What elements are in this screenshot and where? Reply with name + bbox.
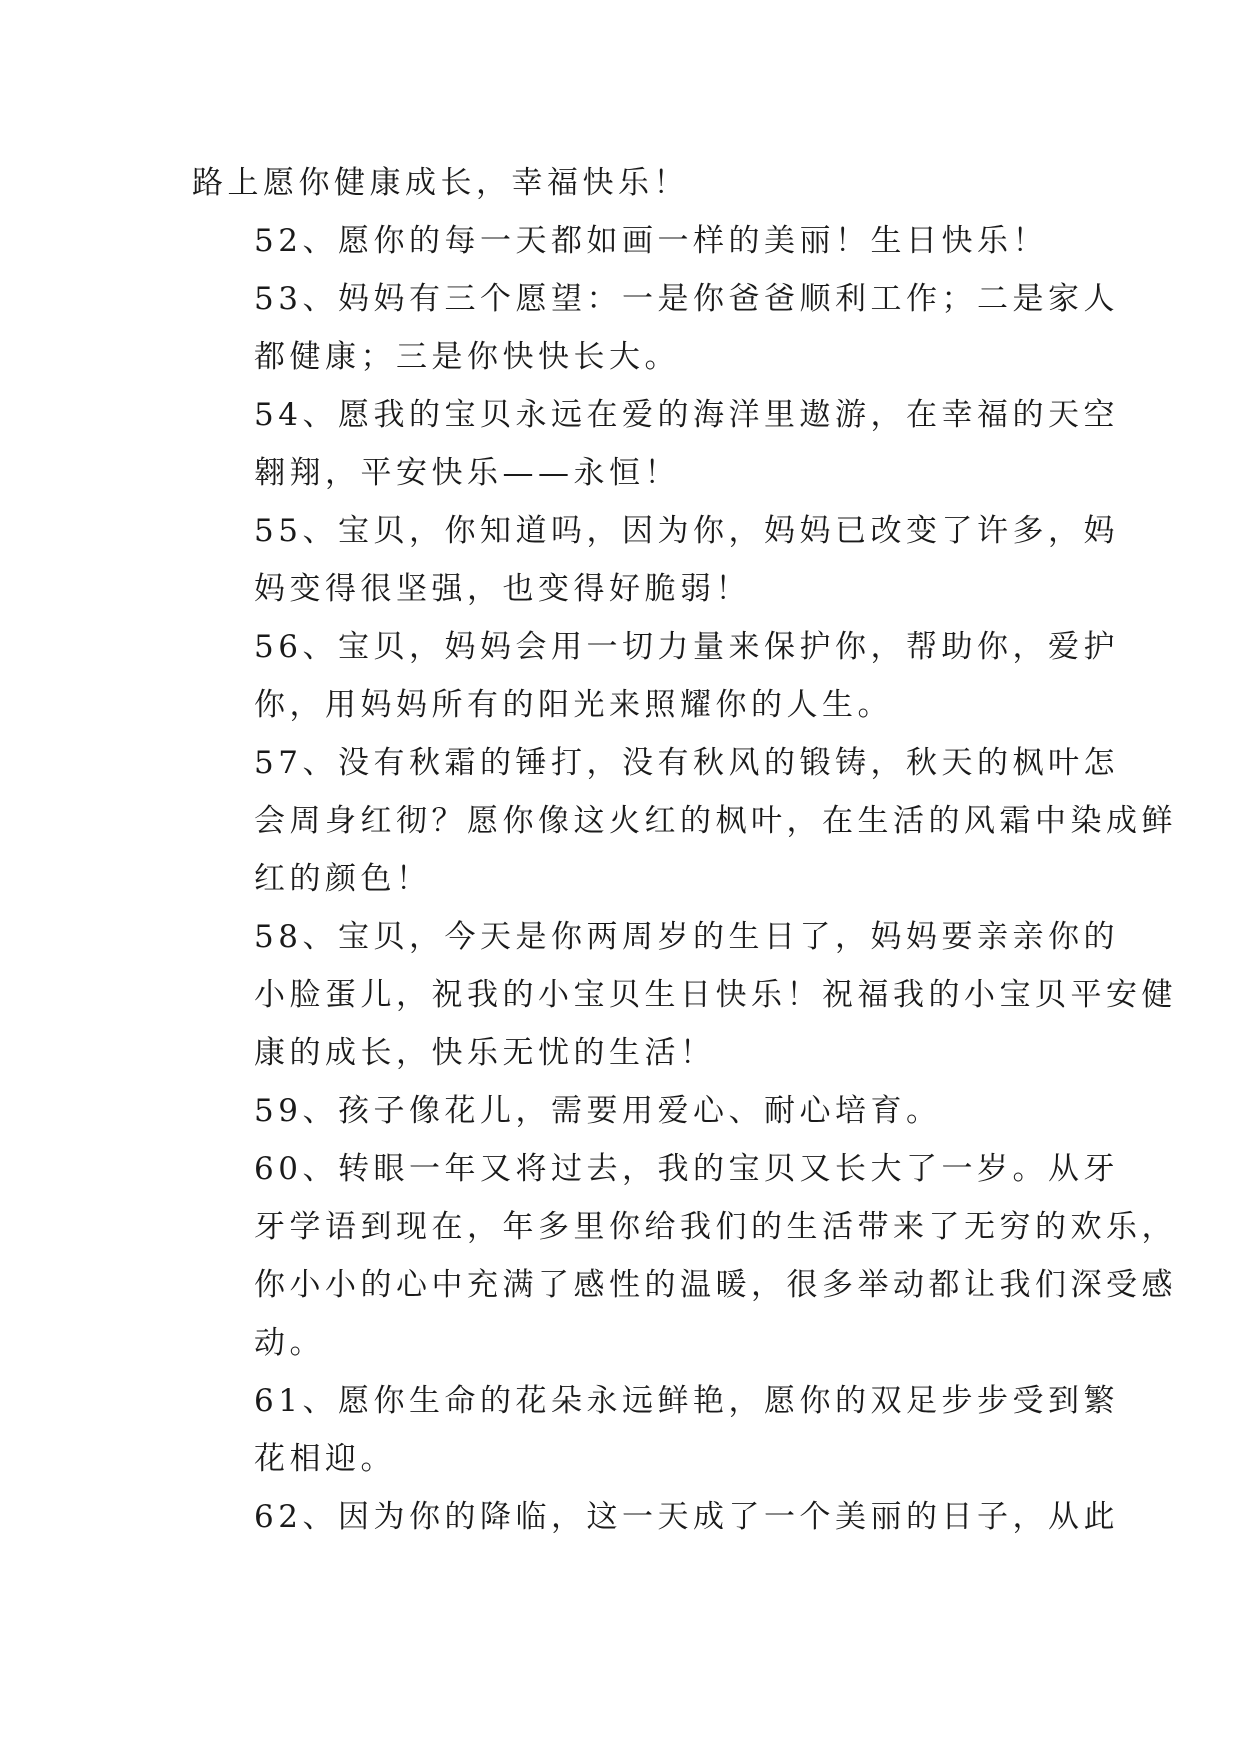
paragraph xyxy=(192,212,1049,270)
text-line: 57、没有秋霜的锤打，没有秋风的锻铸，秋天的枫叶怎 xyxy=(254,745,1119,781)
text-line: 动。 xyxy=(254,1325,325,1361)
paragraph xyxy=(192,908,1177,1082)
paragraph xyxy=(192,618,1119,734)
text-line: 都健康；三是你快快长大。 xyxy=(254,339,680,375)
paragraph xyxy=(192,734,1177,908)
text-line: 62、因为你的降临，这一天成了一个美丽的日子，从此 xyxy=(254,1499,1119,1535)
paragraph xyxy=(192,154,1049,212)
paragraph xyxy=(192,502,1119,618)
text-line: 59、孩子像花儿，需要用爱心、耐心培育。 xyxy=(254,1093,942,1129)
text-line: 你，用妈妈所有的阳光来照耀你的人生。 xyxy=(254,687,893,723)
paragraph xyxy=(192,1372,1119,1488)
text-line: 小脸蛋儿，祝我的小宝贝生日快乐！祝福我的小宝贝平安健 xyxy=(254,977,1177,1013)
text-line: 你小小的心中充满了感性的温暖，很多举动都让我们深受感 xyxy=(254,1267,1177,1303)
text-line: 53、妈妈有三个愿望：一是你爸爸顺利工作；二是家人 xyxy=(254,281,1119,317)
text-line: 花相迎。 xyxy=(254,1441,396,1477)
text-line: 牙学语到现在，年多里你给我们的生活带来了无穷的欢乐， xyxy=(254,1209,1177,1245)
document-body xyxy=(192,154,1177,1546)
paragraph xyxy=(192,1488,1119,1546)
text-line: 56、宝贝，妈妈会用一切力量来保护你，帮助你，爱护 xyxy=(254,629,1119,665)
text-line: 61、愿你生命的花朵永远鲜艳，愿你的双足步步受到繁 xyxy=(254,1383,1119,1419)
paragraph xyxy=(192,270,1119,386)
text-line: 52、愿你的每一天都如画一样的美丽！生日快乐！ xyxy=(254,223,1048,259)
paragraph xyxy=(192,1140,1177,1372)
text-line: 会周身红彻？愿你像这火红的枫叶，在生活的风霜中染成鲜 xyxy=(254,803,1177,839)
text-line: 妈变得很坚强，也变得好脆弱！ xyxy=(254,571,751,607)
text-line: 58、宝贝，今天是你两周岁的生日了，妈妈要亲亲你的 xyxy=(254,919,1119,955)
text-line: 55、宝贝，你知道吗，因为你，妈妈已改变了许多，妈 xyxy=(254,513,1119,549)
text-line: 红的颜色！ xyxy=(254,861,432,897)
text-line: 康的成长，快乐无忧的生活！ xyxy=(254,1035,716,1071)
text-line: 54、愿我的宝贝永远在爱的海洋里遨游，在幸福的天空 xyxy=(254,397,1119,433)
text-line: 路上愿你健康成长，幸福快乐！ xyxy=(192,165,689,201)
text-line: 60、转眼一年又将过去，我的宝贝又长大了一岁。从牙 xyxy=(254,1151,1119,1187)
paragraph xyxy=(192,386,1119,502)
paragraph xyxy=(192,1082,1049,1140)
text-line: 翱翔，平安快乐——永恒！ xyxy=(254,455,680,491)
